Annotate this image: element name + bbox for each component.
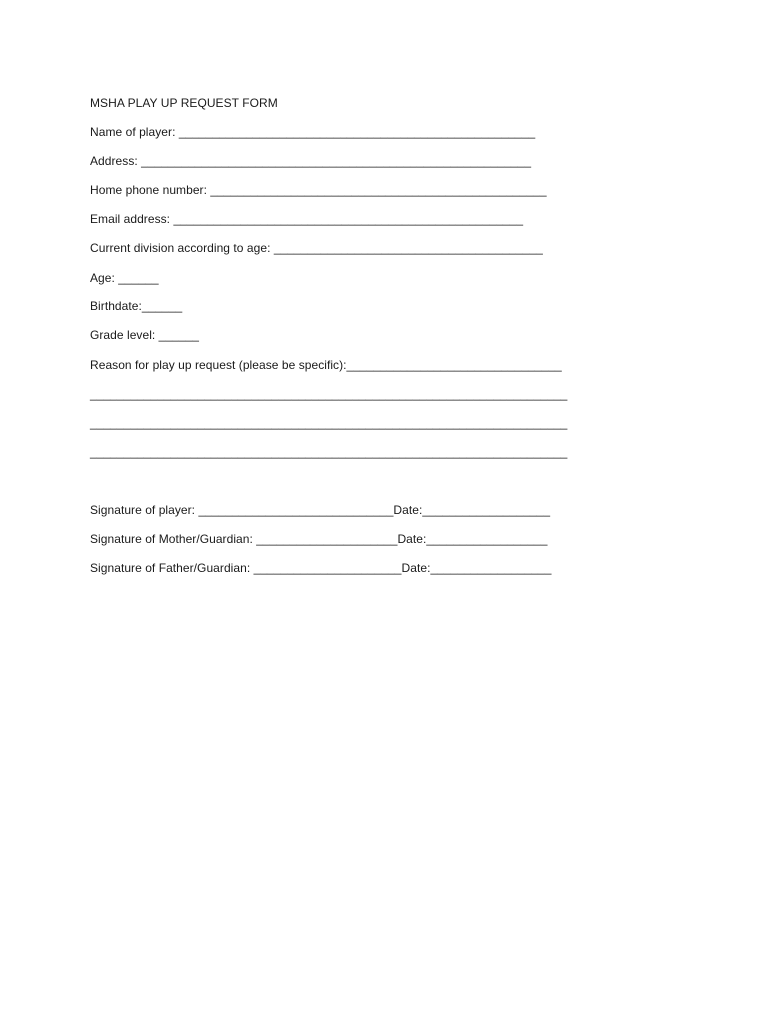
signature-mother-field: Signature of Mother/Guardian: _____________________Date:__________________ xyxy=(90,532,548,546)
address-field: Address: __________________________________________________________ xyxy=(90,154,532,168)
form-title: MSHA PLAY UP REQUEST FORM xyxy=(90,96,278,110)
name-of-player-field: Name of player: _____________________________________________________ xyxy=(90,125,536,139)
reason-field: Reason for play up request (please be specific):________________________________ xyxy=(90,358,562,372)
email-address-field: Email address: ____________________________________________________ xyxy=(90,212,524,226)
grade-level-field: Grade level: ______ xyxy=(90,328,200,342)
age-field: Age: ______ xyxy=(90,271,159,285)
birthdate-field: Birthdate:______ xyxy=(90,299,183,313)
signature-father-field: Signature of Father/Guardian: ______________________Date:__________________ xyxy=(90,561,552,575)
reason-blank-line-1: _______________________________________________________________________ xyxy=(90,387,568,401)
signature-player-field: Signature of player: _____________________________Date:___________________ xyxy=(90,503,551,517)
reason-blank-line-3: _______________________________________________________________________ xyxy=(90,445,568,459)
reason-blank-line-2: _______________________________________________________________________ xyxy=(90,416,568,430)
home-phone-field: Home phone number: __________________________________________________ xyxy=(90,183,547,197)
current-division-field: Current division according to age: ________________________________________ xyxy=(90,241,543,255)
